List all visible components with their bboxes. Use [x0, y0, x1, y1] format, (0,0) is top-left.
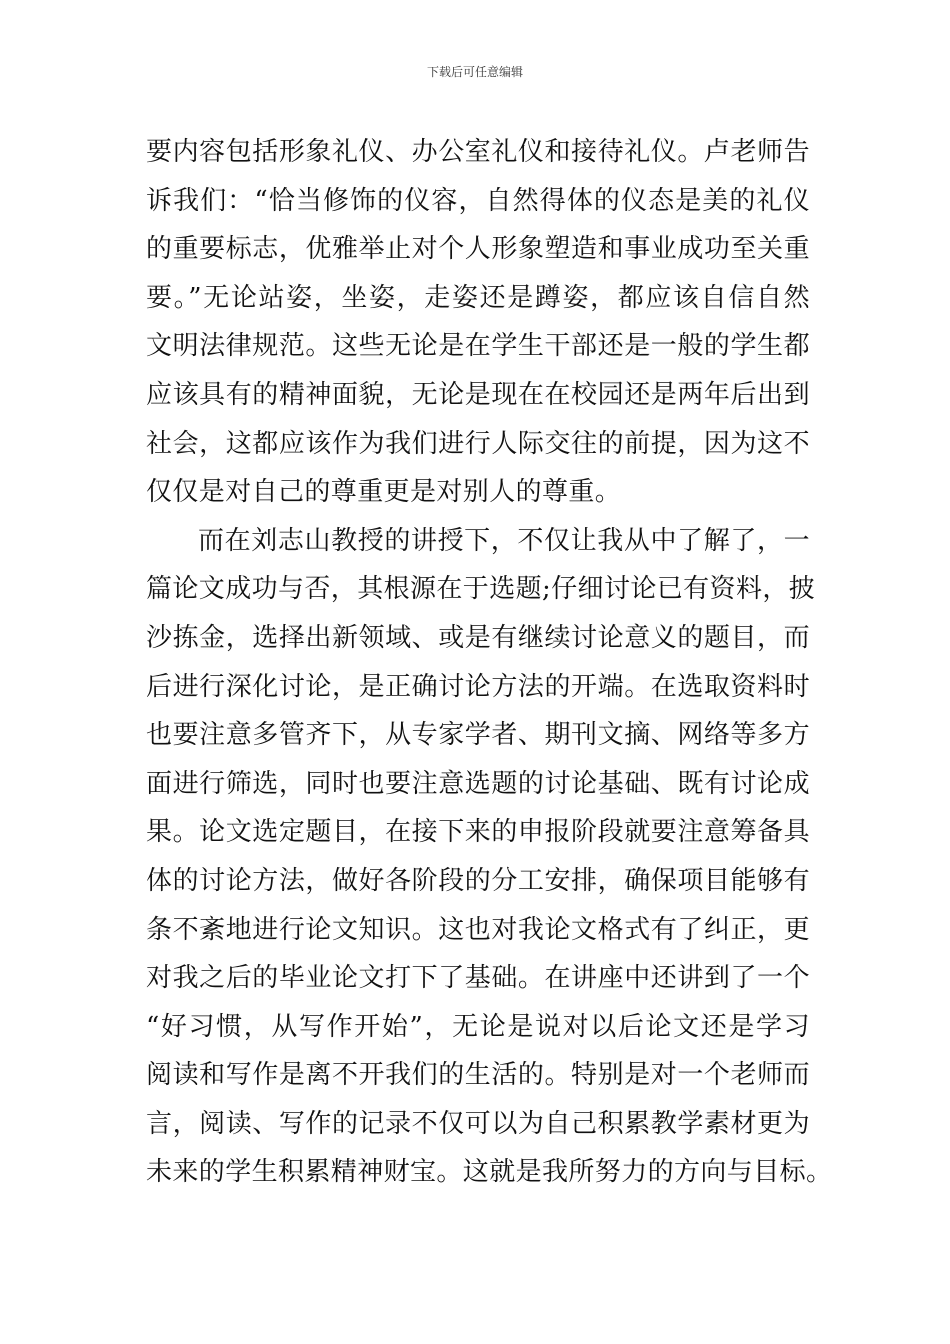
text-line: 果。论文选定题目，在接下来的申报阶段就要注意筹备具: [146, 817, 810, 848]
text-line: 条不紊地进行论文知识。这也对我论文格式有了纠正，更: [146, 914, 810, 945]
text-line: 而在刘志山教授的讲授下，不仅让我从中了解了，一: [198, 525, 810, 556]
text-line: 言，阅读、写作的记录不仅可以为自己积累教学素材更为: [146, 1108, 810, 1139]
text-line: 阅读和写作是离不开我们的生活的。特别是对一个老师而: [146, 1060, 810, 1091]
text-line: 篇论文成功与否，其根源在于选题;仔细讨论已有资料，披: [146, 574, 816, 605]
text-line: “好习惯，从写作开始”，无论是说对以后论文还是学习: [146, 1011, 810, 1042]
paragraph-1: [146, 128, 810, 517]
text-line: 体的讨论方法，做好各阶段的分工安排，确保项目能够有: [146, 865, 810, 896]
text-line: 的重要标志，优雅举止对个人形象塑造和事业成功至关重: [146, 234, 810, 265]
text-line: 对我之后的毕业论文打下了基础。在讲座中还讲到了一个: [146, 963, 810, 994]
text-line: 仅仅是对自己的尊重更是对别人的尊重。: [146, 477, 622, 508]
text-line: 文明法律规范。这些无论是在学生干部还是一般的学生都: [146, 331, 810, 362]
document-body: [146, 128, 833, 1197]
text-line: 沙拣金，选择出新领域、或是有继续讨论意义的题目，而: [146, 622, 810, 653]
text-line: 诉我们：“恰当修饰的仪容，自然得体的仪态是美的礼仪: [146, 185, 810, 216]
text-line: 后进行深化讨论，是正确讨论方法的开端。在选取资料时: [146, 671, 810, 702]
paragraph-2: [146, 517, 833, 1197]
text-line: 要内容包括形象礼仪、办公室礼仪和接待礼仪。卢老师告: [146, 137, 810, 167]
text-line: 要。”无论站姿，坐姿，走姿还是蹲姿，都应该自信自然: [146, 282, 810, 313]
text-line: 应该具有的精神面貌，无论是现在在校园还是两年后出到: [146, 379, 810, 410]
text-line: 社会，这都应该作为我们进行人际交往的前提，因为这不: [146, 428, 810, 459]
text-line: 未来的学生积累精神财宝。这就是我所努力的方向与目标。: [146, 1157, 833, 1188]
text-line: 也要注意多管齐下，从专家学者、期刊文摘、网络等多方: [146, 720, 810, 751]
text-line: 面进行筛选，同时也要注意选题的讨论基础、既有讨论成: [146, 768, 810, 799]
page-header: 下载后可任意编辑: [426, 65, 523, 79]
